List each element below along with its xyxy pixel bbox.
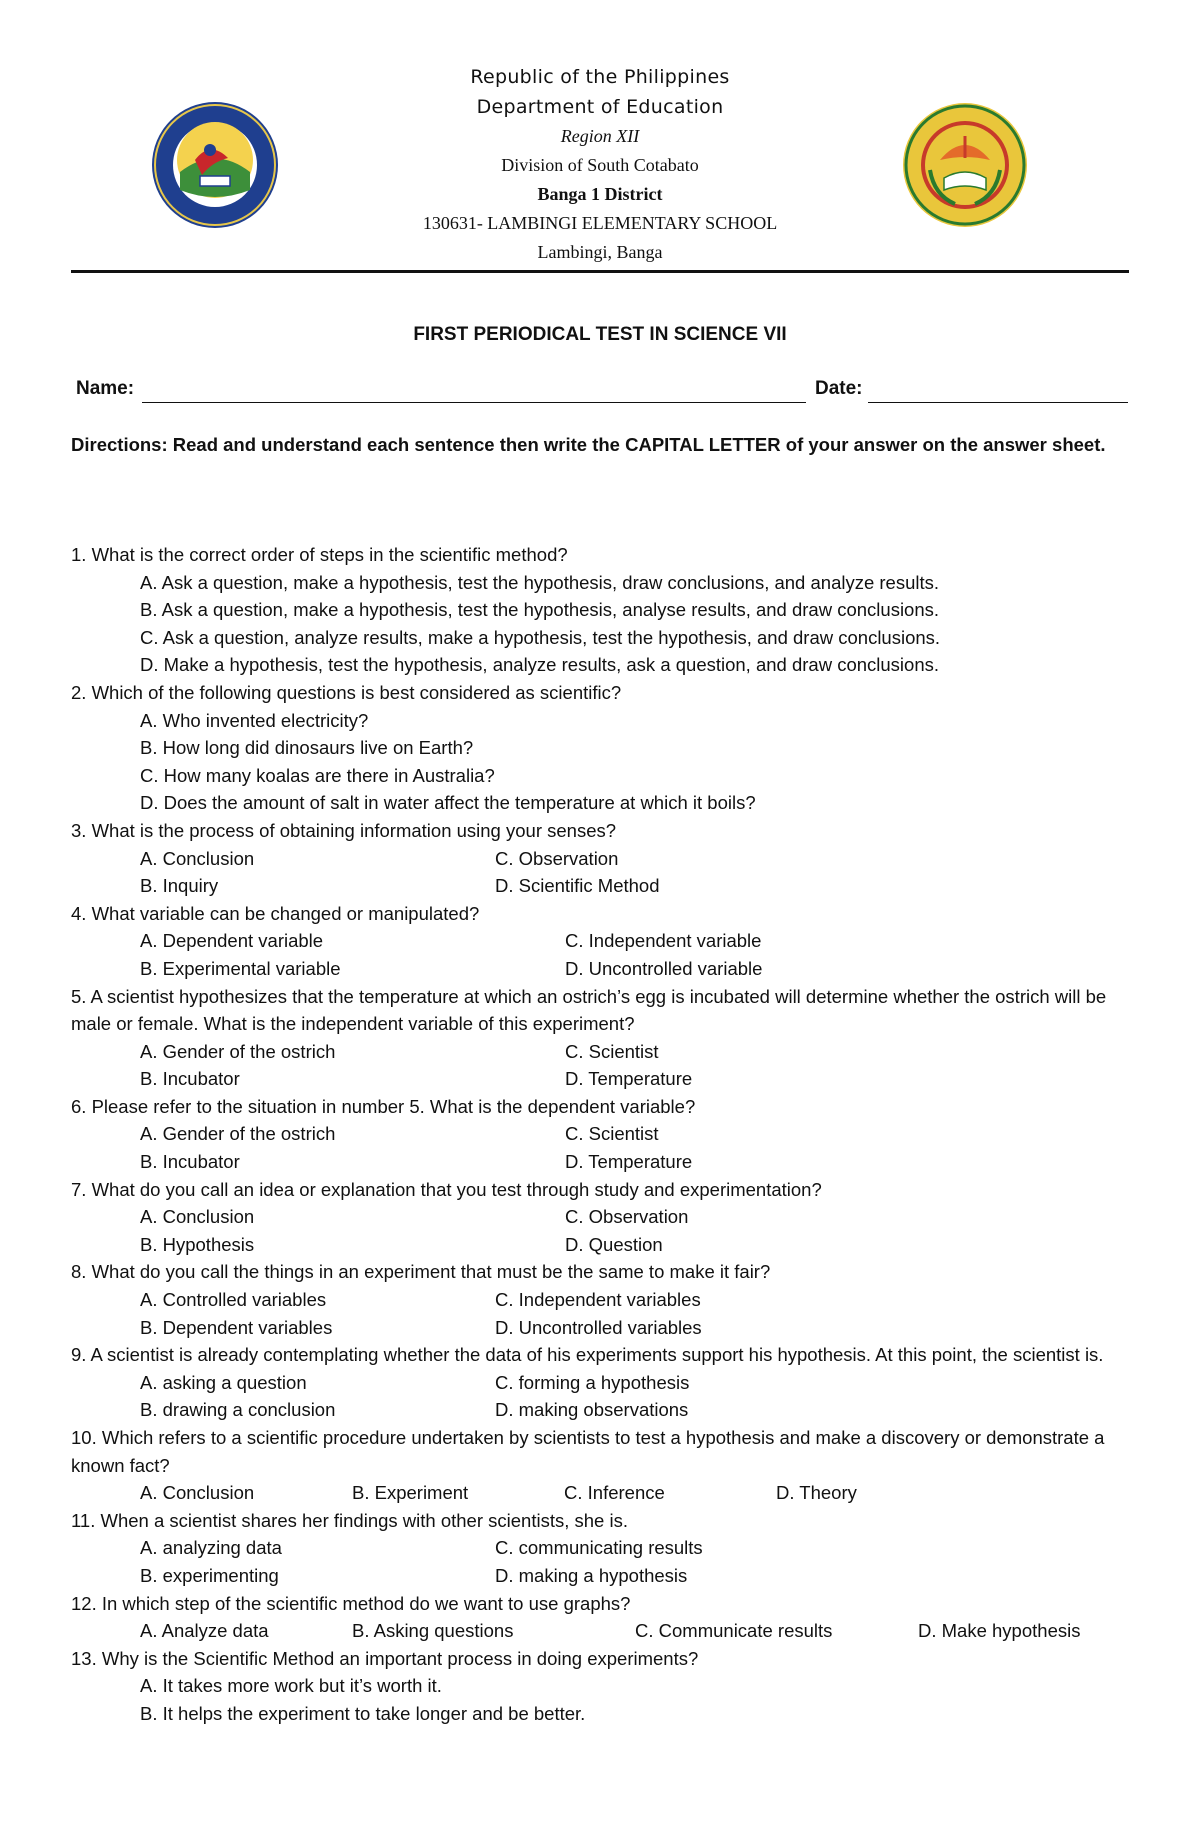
question-item bbox=[71, 817, 1133, 900]
option-row bbox=[140, 1396, 1133, 1424]
option-row bbox=[140, 1534, 1133, 1562]
option: A. Gender of the ostrich bbox=[140, 1040, 336, 1062]
option: D. Uncontrolled variables bbox=[495, 1316, 702, 1338]
option-row bbox=[140, 1065, 1133, 1093]
option: B. Inquiry bbox=[140, 875, 219, 897]
school-line: 130631- LAMBINGI ELEMENTARY SCHOOL bbox=[422, 213, 778, 233]
question-item bbox=[71, 900, 1133, 983]
location-line: Lambingi, Banga bbox=[537, 242, 663, 262]
option: D. Does the amount of salt in water affect the temperature at which it boils? bbox=[140, 792, 756, 814]
option: C. How many koalas are there in Australia? bbox=[140, 764, 495, 786]
option: A. Conclusion bbox=[140, 1482, 255, 1504]
option-row bbox=[140, 1038, 1133, 1066]
option: C. Observation bbox=[565, 1206, 689, 1228]
option: D. Scientific Method bbox=[495, 875, 660, 897]
option: B. Dependent variables bbox=[140, 1316, 333, 1338]
option: D. making observations bbox=[495, 1399, 689, 1421]
option: A. Ask a question, make a hypothesis, test the hypothesis, draw conclusions, and analyze results. bbox=[140, 571, 940, 593]
option: A. Controlled variables bbox=[140, 1289, 327, 1311]
option: B. drawing a conclusion bbox=[140, 1399, 336, 1421]
option: C. Communicate results bbox=[635, 1620, 833, 1642]
option: B. Experiment bbox=[352, 1482, 469, 1504]
option: D. Theory bbox=[776, 1482, 857, 1504]
question-text: 4. What variable can be changed or manipulated? bbox=[71, 902, 480, 924]
option-row bbox=[140, 872, 1133, 900]
question-text: 3. What is the process of obtaining information using your senses? bbox=[71, 819, 617, 841]
question-item bbox=[71, 983, 1133, 1093]
option: D. making a hypothesis bbox=[495, 1564, 688, 1586]
question-item bbox=[71, 1590, 1133, 1645]
option: A. Analyze data bbox=[140, 1620, 269, 1642]
question-text: 10. Which refers to a scientific procedure undertaken by scientists to test a hypothesis and make a discovery or demonstrate a known fact? bbox=[71, 1427, 1105, 1476]
option: A. Conclusion bbox=[140, 1206, 255, 1228]
option: B. How long did dinosaurs live on Earth? bbox=[140, 737, 474, 759]
option: C. Independent variable bbox=[565, 930, 762, 952]
option: B. experimenting bbox=[140, 1564, 279, 1586]
question-text: 11. When a scientist shares her findings with other scientists, she is. bbox=[71, 1509, 628, 1531]
directions: Directions: Read and understand each sentence then write the CAPITAL LETTER of your answer on the answer sheet. bbox=[71, 434, 1106, 455]
question-text: 5. A scientist hypothesizes that the temperature at which an ostrich’s egg is incubated will determine whether the ostrich will be male or female. What is the independent variable of this experiment? bbox=[71, 985, 1107, 1035]
option: B. Asking questions bbox=[352, 1620, 514, 1642]
option: C. Scientist bbox=[565, 1123, 659, 1145]
date-field[interactable] bbox=[868, 402, 1128, 403]
option: C. forming a hypothesis bbox=[495, 1371, 690, 1393]
option: C. communicating results bbox=[495, 1537, 703, 1559]
option: B. Incubator bbox=[140, 1068, 240, 1090]
option-row bbox=[140, 1148, 1133, 1176]
option: B. Incubator bbox=[140, 1151, 240, 1173]
question-text: 1. What is the correct order of steps in the scientific method? bbox=[71, 544, 568, 565]
question-text: 2. Which of the following questions is best considered as scientific? bbox=[71, 681, 622, 703]
question-item bbox=[71, 1645, 1133, 1728]
option-row bbox=[140, 1617, 1133, 1645]
option-row bbox=[140, 1120, 1133, 1148]
question-item bbox=[71, 1424, 1133, 1507]
test-title: FIRST PERIODICAL TEST IN SCIENCE VII bbox=[413, 324, 787, 345]
option-row bbox=[140, 1203, 1133, 1231]
option: D. Make a hypothesis, test the hypothesis, analyze results, ask a question, and draw conclusions. bbox=[140, 654, 940, 676]
district-line: Banga 1 District bbox=[537, 184, 663, 204]
question-text: 6. Please refer to the situation in number 5. What is the dependent variable? bbox=[71, 1095, 696, 1117]
question-text: 8. What do you call the things in an experiment that must be the same to make it fair? bbox=[71, 1261, 771, 1283]
question-item bbox=[71, 1258, 1133, 1341]
republic-line: Republic of the Philippines bbox=[470, 66, 730, 88]
option: D. Make hypothesis bbox=[918, 1620, 1081, 1642]
option: C. Observation bbox=[495, 847, 619, 869]
option-row bbox=[140, 927, 1133, 955]
option: A. analyzing data bbox=[140, 1537, 282, 1559]
question-item bbox=[71, 541, 1133, 679]
division-line: Division of South Cotabato bbox=[501, 155, 699, 175]
option-row bbox=[140, 1314, 1133, 1342]
option-row bbox=[140, 955, 1133, 983]
option: C. Independent variables bbox=[495, 1289, 701, 1311]
question-item bbox=[71, 1507, 1133, 1590]
question-item bbox=[71, 1093, 1133, 1176]
letterhead bbox=[0, 62, 1200, 267]
question-text: 7. What do you call an idea or explanation that you test through study and experimentation? bbox=[71, 1178, 822, 1200]
option: A. asking a question bbox=[140, 1371, 307, 1393]
question-list bbox=[71, 541, 1133, 1728]
option: A. Who invented electricity? bbox=[140, 709, 369, 731]
option: D. Temperature bbox=[565, 1151, 693, 1173]
option-row bbox=[140, 1562, 1133, 1590]
department-line: Department of Education bbox=[476, 96, 724, 118]
name-field[interactable] bbox=[142, 402, 806, 403]
region-line: Region XII bbox=[560, 126, 640, 146]
option: C. Inference bbox=[564, 1482, 665, 1504]
option: B. Ask a question, make a hypothesis, test the hypothesis, analyse results, and draw conclusions. bbox=[140, 599, 940, 621]
option: C. Scientist bbox=[565, 1040, 659, 1062]
date-label: Date: bbox=[815, 378, 863, 399]
question-item bbox=[71, 679, 1133, 817]
option-row bbox=[140, 845, 1133, 873]
option: D. Uncontrolled variable bbox=[565, 957, 763, 979]
option: C. Ask a question, analyze results, make a hypothesis, test the hypothesis, and draw conclusions. bbox=[140, 626, 941, 648]
option: A. Gender of the ostrich bbox=[140, 1123, 336, 1145]
option: B. It helps the experiment to take longer and be better. bbox=[140, 1702, 586, 1724]
option: D. Question bbox=[565, 1233, 663, 1255]
question-text: 13. Why is the Scientific Method an important process in doing experiments? bbox=[71, 1647, 699, 1669]
question-text: 12. In which step of the scientific method do we want to use graphs? bbox=[71, 1592, 631, 1614]
option-row bbox=[140, 1479, 1133, 1507]
question-text: 9. A scientist is already contemplating whether the data of his experiments support his hypothesis. At this point, the scientist is. bbox=[71, 1344, 1104, 1366]
option: B. Experimental variable bbox=[140, 957, 341, 979]
header-divider bbox=[71, 270, 1129, 273]
option-row bbox=[140, 1286, 1133, 1314]
question-item bbox=[71, 1341, 1133, 1424]
option: A. Dependent variable bbox=[140, 930, 324, 952]
option: D. Temperature bbox=[565, 1068, 693, 1090]
question-item bbox=[71, 1176, 1133, 1259]
option: A. It takes more work but it’s worth it. bbox=[140, 1675, 442, 1697]
option: A. Conclusion bbox=[140, 847, 255, 869]
name-date-fields bbox=[76, 378, 1128, 408]
option: B. Hypothesis bbox=[140, 1233, 255, 1255]
name-label: Name: bbox=[76, 378, 135, 399]
option-row bbox=[140, 1369, 1133, 1397]
option-row bbox=[140, 1231, 1133, 1259]
